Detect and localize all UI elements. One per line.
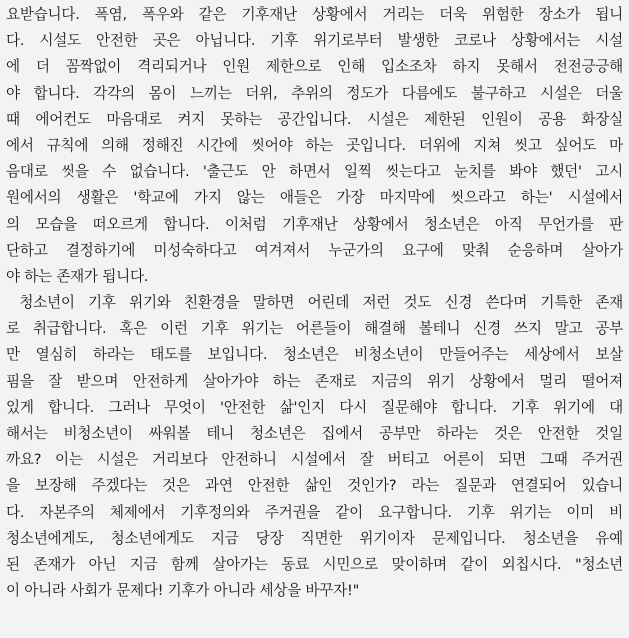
text-line: 다. 시설도 안전한 곳은 아닙니다. 기후 위기로부터 발생한 코로나 상황에서는 시설 [6, 32, 623, 50]
text-line: 에서 규칙에 의해 정해진 시간에 씻어야 하는 곳입니다. 더위에 지쳐 씻고 싶어도 마 [6, 136, 623, 154]
text-line: 을 보장해 주겠다는 것은 과연 안전한 삶인 것인가? 라는 질문과 연결되어 있습니 [6, 477, 623, 495]
text-line: 야 합니다. 각각의 몸이 느끼는 더위, 추위의 정도가 다름에도 불구하고 시설은 더울 [6, 84, 623, 102]
paragraph-2 [6, 290, 623, 604]
text-line: 에 더 꼼짝없이 격리되거나 인원 제한으로 인해 입소조차 하지 못해서 전전긍긍해 [6, 58, 623, 76]
text-line: 음대로 씻을 수 없습니다. '출근도 안 하면서 일찍 씻는다고 눈치를 봐야 했던' 고시 [6, 163, 623, 181]
text-line: 야 하는 존재가 됩니다. [6, 267, 149, 285]
text-line: 이 아니라 사회가 문제다! 기후가 아니라 세상을 바꾸자!" [6, 582, 360, 600]
text-line: 단하고 결정하기에 미성숙하다고 여겨져서 누군가의 요구에 맞춰 순응하며 살아가 [6, 241, 623, 259]
text-line: 까요? 이는 시설은 거리보다 안전하니 시설에서 잘 버티고 어른이 되면 그때 주거권 [6, 451, 623, 469]
text-line: 청소년이 기후 위기와 친환경을 말하면 어린데 저런 것도 신경 쓴다며 기특한 존재 [6, 294, 623, 312]
paragraph-1 [6, 2, 623, 290]
text-line: 된 존재가 아닌 지금 함께 살아가는 동료 시민으로 맞이하며 같이 외칩시다. "청소년 [6, 555, 623, 573]
text-line: 다. 자본주의 체제에서 기후정의와 주거권을 같이 요구합니다. 기후 위기는 이미 비 [6, 503, 623, 521]
text-line: 요받습니다. 폭염, 폭우와 같은 기후재난 상황에서 거리는 더욱 위험한 장소가 됩니 [6, 6, 623, 23]
text-line: 청소년에게도, 청소년에게도 지금 당장 직면한 위기이자 문제입니다. 청소년을 유예 [6, 529, 623, 547]
text-line: 해서는 비청소년이 싸워볼 테니 청소년은 집에서 공부만 하라는 것은 안전한 것일 [6, 425, 623, 442]
text-line: 핌을 잘 받으며 안전하게 살아가야 하는 존재로 지금의 위기 상황에서 멀리 떨어져 [6, 372, 623, 390]
text-line: 의 모습을 떠오르게 합니다. 이처럼 기후재난 상황에서 청소년은 아직 무언가를 판 [6, 215, 623, 233]
text-line: 때 에어컨도 마음대로 켜지 못하는 공간입니다. 시설은 제한된 인원이 공용 화장실 [6, 110, 623, 128]
text-line: 있게 합니다. 그러나 무엇이 '안전한 삶'인지 다시 질문해야 합니다. 기후 위기에 대 [6, 398, 623, 416]
text-line: 원에서의 생활은 '학교에 가지 않는 애들은 가장 마지막에 씻으라고 하는' 시설에서 [6, 189, 623, 207]
text-line: 로 취급합니다. 혹은 이런 기후 위기는 어른들이 해결해 볼테니 신경 쓰지 말고 공부 [6, 320, 623, 338]
text-line: 만 열심히 하라는 태도를 보입니다. 청소년은 비청소년이 만들어주는 세상에서 보살 [6, 346, 623, 364]
